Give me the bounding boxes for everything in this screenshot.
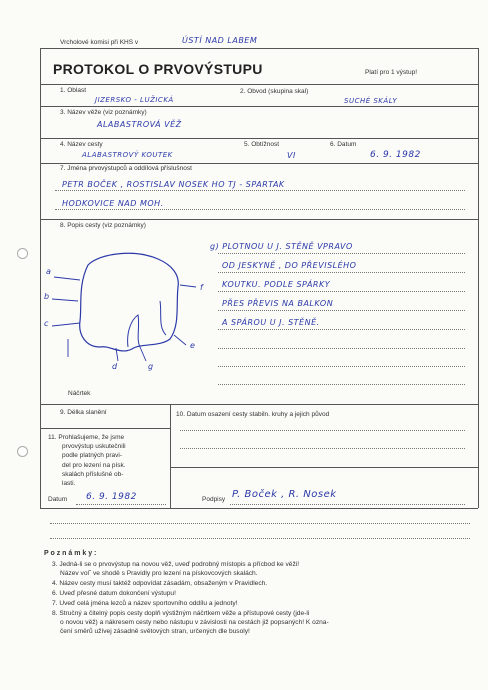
note-item: čení směrů užívej zásadně světových stran, určených dle busoly! — [60, 628, 250, 635]
jmena-dotline-2 — [55, 209, 465, 210]
rule-6 — [40, 404, 478, 405]
obvod-label: 2. Obvod (skupina skal) — [240, 88, 309, 95]
popis-line-3: KOUTKU. PODLE SPÁRKY — [222, 280, 331, 289]
mark-f: f — [200, 283, 204, 292]
committee-label: Vrcholové komisi při KHS v — [60, 39, 139, 46]
popis-line-5: A SPÁROU U J. STĚNĚ. — [222, 318, 320, 327]
mark-g: g — [148, 362, 154, 371]
datum-label: 6. Datum — [330, 141, 357, 148]
rule-1 — [40, 84, 478, 85]
note-item: Název volˇ ve shodě s Pravidly pro lezení na pískovcových skalách. — [60, 570, 258, 577]
rule-5 — [40, 219, 478, 220]
vez-value: ALABASTROVÁ VĚŽ — [97, 120, 182, 129]
popis-dotline-6 — [218, 348, 465, 349]
note-item: 4. Název cesty musí taktéž odpovídat zásadám, obsaženým v Pravidlech. — [52, 580, 268, 587]
cesta-value: ALABASTROVÝ KOUTEK — [82, 151, 173, 159]
popis-line-2: OD JESKYNĚ , DO PŘEVISLÉHO — [222, 261, 357, 270]
note-item: 6. Uveď přesné datum dokončení výstupu! — [52, 590, 176, 597]
popis-label: 8. Popis cesty (viz poznámky) — [60, 222, 146, 229]
valid-note: Platí pro 1 výstup! — [365, 69, 418, 76]
declaration-line: prvovýstup uskutečnili — [62, 443, 126, 451]
route-sketch — [40, 235, 220, 395]
popis-dotline-4 — [218, 310, 465, 311]
cesta-label: 4. Název cesty — [60, 141, 103, 148]
note-item: 7. Uveď celá jména lezců a název sportovního oddílu a jednoty! — [52, 600, 238, 607]
popis-dotline-2 — [218, 272, 465, 273]
datum-sign-label: Datum — [48, 496, 68, 503]
punch-hole-bottom — [17, 446, 28, 457]
note-item: 8. Stručný a čitelný popis cesty doplň výstižným náčrtkem věže a přístupové cesty (jde-li — [52, 610, 310, 617]
declaration-text — [48, 433, 168, 488]
osazeni-dotline-1 — [180, 430, 465, 431]
popis-dotline-5 — [218, 329, 465, 330]
frame-right — [478, 48, 479, 508]
slaneni-label: 9. Délka slanění — [60, 409, 107, 416]
mark-b: b — [44, 292, 50, 301]
oblast-label: 1. Oblast — [60, 87, 87, 94]
punch-hole-top — [17, 248, 28, 259]
mark-e: e — [190, 341, 196, 350]
mark-c: c — [44, 319, 49, 328]
jmena-line-1: PETR BOČEK , ROSTISLAV NOSEK HO TJ - SPARTAK — [62, 180, 285, 189]
vez-label: 3. Název věže (viz poznámky) — [60, 109, 147, 116]
extra-dotline-1 — [50, 523, 470, 524]
split-line — [170, 404, 171, 508]
oblast-value: JIZERSKO - LUŽICKÁ — [95, 96, 174, 104]
rule-7 — [40, 428, 170, 429]
note-item: 3. Jedná-li se o prvovýstup na novou věž, uveď podrobný místopis a přícbod ke věži! — [52, 561, 300, 568]
obvod-value: SUCHÉ SKÁLY — [344, 97, 398, 105]
jmena-dotline-1 — [55, 190, 465, 191]
popis-dotline-8 — [218, 384, 465, 385]
frame-top — [40, 48, 478, 49]
datum-value: 6. 9. 1982 — [370, 150, 421, 160]
podpisy-dotline — [230, 504, 465, 505]
datum-dotline — [76, 504, 166, 505]
sketch-label: Náčrtek — [68, 390, 91, 397]
osazeni-label: 10. Datum osazení cesty stabiln. kruhy a jejich původ — [176, 411, 330, 418]
declaration-line: podle platných pravi- — [62, 452, 122, 460]
rule-3 — [40, 138, 478, 139]
jmena-line-2: HODKOVICE NAD MOH. — [62, 199, 164, 208]
notes-heading: P o z n á m k y : — [44, 550, 97, 557]
podpisy-label: Podpisy — [202, 496, 226, 503]
declaration-line: del pro lezení na písk. — [62, 461, 126, 469]
popis-dotline-7 — [218, 366, 465, 367]
datum-sign-value: 6. 9. 1982 — [86, 492, 137, 502]
rule-2 — [40, 106, 478, 107]
podpisy-value: P. Boček , R. Nosek — [232, 489, 337, 500]
committee-value: ÚSTÍ NAD LABEM — [182, 36, 258, 45]
popis-line-1: g) PLOTNOU U J. STĚNĚ VPRAVO — [210, 242, 353, 251]
page-title: PROTOKOL O PRVOVÝSTUPU — [53, 61, 263, 77]
obtiznost-label: 5. Obtížnost — [244, 141, 280, 148]
note-item: o novou věž) a nákresem cesty nebo nástupu v závislosti na cestách již popsaných! K ozna- — [60, 619, 329, 626]
osazeni-dotline-2 — [180, 448, 465, 449]
obtiznost-value: VI — [287, 151, 296, 160]
declaration-line: 11. Prohlašujeme, že jsme — [48, 434, 125, 441]
extra-dotline-2 — [50, 538, 470, 539]
mark-a: a — [46, 267, 52, 276]
declaration-line: lasti. — [62, 480, 76, 488]
popis-dotline-3 — [218, 291, 465, 292]
popis-line-4: PŘES PŘEVIS NA BALKON — [222, 299, 334, 308]
rule-4 — [40, 163, 478, 164]
mark-d: d — [112, 362, 118, 371]
frame-bottom — [40, 508, 478, 509]
declaration-line: skalách příslušné ob- — [62, 470, 124, 478]
popis-dotline-1 — [218, 253, 465, 254]
jmena-label: 7. Jména prvovýstupců a oddílová příslušnost — [60, 165, 192, 172]
rule-8 — [170, 467, 478, 468]
